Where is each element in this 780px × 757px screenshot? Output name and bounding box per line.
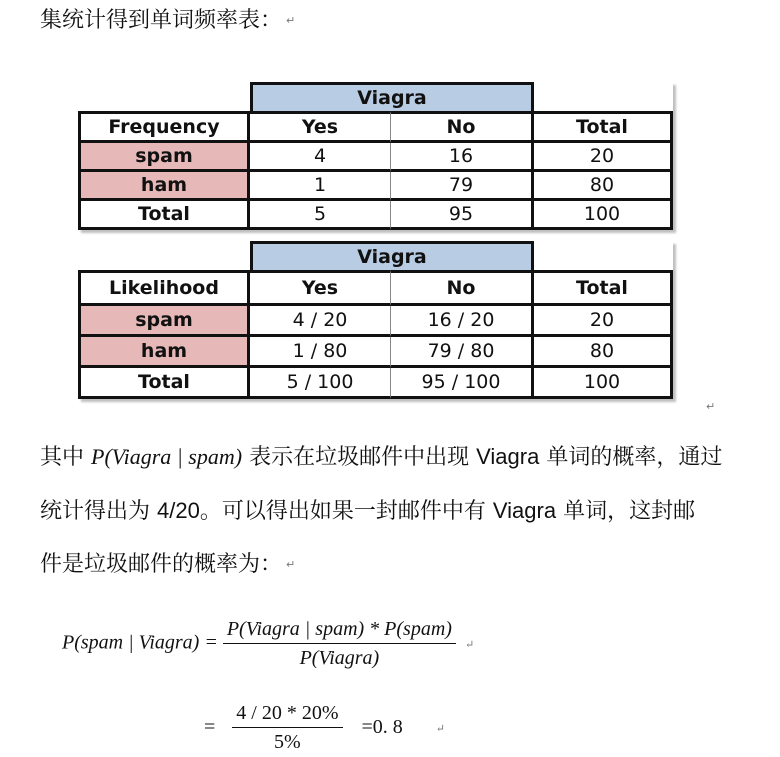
text-word: Viagra [492, 498, 557, 523]
column-header-yes: Yes [250, 270, 391, 306]
result-formula [204, 702, 445, 754]
paragraph-line-3 [40, 550, 295, 580]
text-segment: 单词，这封邮 [563, 499, 696, 524]
table-cell: 100 [534, 201, 673, 230]
table-cell: 5 [250, 201, 391, 230]
column-header-no: No [391, 111, 534, 143]
table-cell: 16 [391, 143, 534, 172]
formula-denominator: P(Viagra) [299, 647, 380, 669]
table-cell: 79 / 80 [391, 337, 534, 368]
formula-lhs: P(spam | Viagra) = [62, 631, 218, 654]
text-segment: 件是垃圾邮件的概率为： [40, 552, 283, 577]
return-mark: ↵ [706, 400, 716, 413]
table-cell: 95 [391, 201, 534, 230]
text-segment: 其中 [40, 445, 85, 470]
row-label-spam: spam [78, 306, 250, 337]
text-segment: 单词的概率，通过 [546, 445, 723, 470]
return-mark: ↵ [286, 558, 296, 571]
return-mark: ↵ [435, 722, 445, 735]
row-label-ham: ham [78, 172, 250, 201]
frequency-group-header: Viagra [250, 82, 534, 111]
table-cell: 5 / 100 [250, 368, 391, 399]
table-row [78, 172, 673, 201]
table-cell: 100 [534, 368, 673, 399]
row-label-total: Total [78, 201, 250, 230]
paragraph-line-2 [40, 496, 695, 527]
table-cell: 95 / 100 [391, 368, 534, 399]
column-header-yes: Yes [250, 111, 391, 143]
row-label-total: Total [78, 368, 250, 399]
table-cell: 20 [534, 143, 673, 172]
table-row [78, 306, 673, 337]
table-row [78, 143, 673, 172]
row-label-ham: ham [78, 337, 250, 368]
return-mark: ↵ [286, 14, 296, 27]
formula-denominator: 5% [274, 731, 301, 753]
frequency-corner-header: Frequency [78, 111, 250, 143]
table-cell: 1 [250, 172, 391, 201]
table-row [78, 201, 673, 230]
table-cell: 20 [534, 306, 673, 337]
table-cell: 4 / 20 [250, 306, 391, 337]
frequency-table [78, 82, 673, 230]
bayes-formula [62, 618, 474, 670]
table-cell: 80 [534, 337, 673, 368]
likelihood-corner-header: Likelihood [78, 270, 250, 306]
table-row [78, 337, 673, 368]
formula-equals: = [204, 715, 216, 738]
column-header-no: No [391, 270, 534, 306]
table-cell: 16 / 20 [391, 306, 534, 337]
table-row [78, 368, 673, 399]
text-segment: 统计得出为 [40, 499, 151, 524]
return-mark: ↵ [464, 638, 475, 651]
likelihood-group-header: Viagra [250, 241, 534, 270]
text-value: 4/20 [157, 498, 200, 523]
table-cell: 80 [534, 172, 673, 201]
math-expression: P(Viagra | spam) [91, 444, 243, 469]
text-segment: 。可以得出如果一封邮件中有 [199, 499, 486, 524]
intro-text [40, 6, 295, 36]
table-cell: 1 / 80 [250, 337, 391, 368]
paragraph-line-1 [40, 442, 722, 473]
table-cell: 4 [250, 143, 391, 172]
likelihood-table [78, 241, 673, 399]
formula-result: =0. 8 [361, 715, 403, 738]
intro-label: 集统计得到单词频率表： [40, 8, 283, 33]
text-segment: 表示在垃圾邮件中出现 [249, 445, 470, 470]
text-word: Viagra [476, 444, 540, 469]
row-label-spam: spam [78, 143, 250, 172]
formula-numerator: 4 / 20 * 20% [232, 702, 342, 728]
formula-numerator: P(Viagra | spam) * P(spam) [223, 618, 456, 644]
formula-fraction [223, 618, 456, 670]
column-header-total: Total [534, 270, 673, 306]
column-header-total: Total [534, 111, 673, 143]
formula-fraction [232, 702, 342, 754]
table-cell: 79 [391, 172, 534, 201]
